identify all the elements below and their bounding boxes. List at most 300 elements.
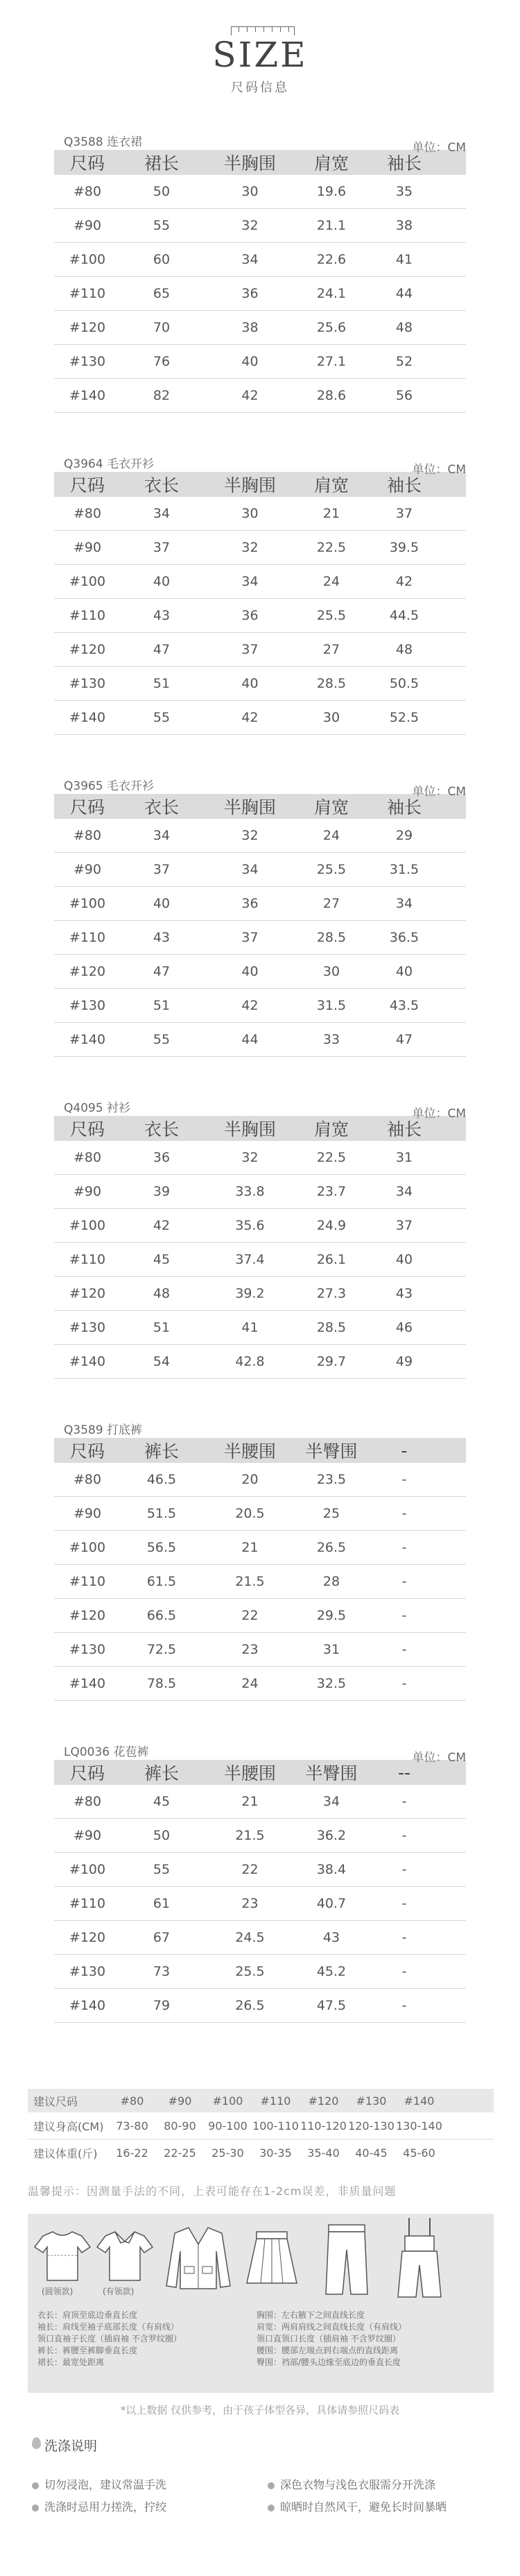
table-cell: 38 [395, 218, 413, 233]
table-cell: 79 [153, 1998, 171, 2013]
table-cell: 26.1 [316, 1252, 347, 1267]
wash-title: 洗涤说明 [44, 2439, 98, 2454]
table-row [54, 1565, 466, 1599]
table-row [54, 175, 466, 209]
table-cell: 34 [241, 574, 259, 589]
table-cell: 46 [395, 1320, 413, 1335]
table-cell: 41 [241, 1320, 259, 1335]
table-row [54, 1209, 466, 1243]
table-cell: 47.5 [316, 1998, 347, 2013]
size-guide-label: 建议体重(斤) [33, 2146, 98, 2160]
table-cell: #90 [73, 1506, 102, 1521]
size-guide-value: 35-40 [307, 2146, 340, 2160]
table-cell: 24 [241, 1676, 259, 1691]
column-header: 半胸围 [223, 797, 276, 817]
table-cell: #90 [73, 862, 102, 877]
table-cell: 22 [241, 1862, 259, 1877]
table-header-row [54, 150, 466, 175]
wash-item-text: 深色衣物与浅色衣服需分开洗涤 [280, 2478, 436, 2491]
table-row [54, 1785, 466, 1819]
table-cell: 35 [395, 184, 413, 199]
table-cell: #140 [69, 1676, 106, 1691]
column-header: 衣长 [144, 1119, 179, 1139]
table-cell: #110 [69, 286, 106, 301]
table-row [54, 1497, 466, 1531]
table-cell: 21.5 [235, 1574, 265, 1589]
table-cell: 24.1 [316, 286, 347, 301]
size-table [54, 130, 466, 413]
pleated-skirt-icon [244, 2228, 300, 2290]
size-guide-value: 30-35 [259, 2146, 292, 2160]
table-cell: 36 [241, 286, 259, 301]
table-row [54, 277, 466, 311]
table-cell: 23.5 [316, 1472, 347, 1487]
column-header: 尺码 [69, 797, 105, 817]
table-cell: 48 [395, 642, 413, 657]
table-cell: 40 [241, 964, 259, 979]
table-cell: #110 [69, 1574, 106, 1589]
table-cell: 23 [241, 1642, 259, 1657]
table-cell: 37 [153, 862, 171, 877]
table-cell: 24.9 [316, 1218, 347, 1233]
table-cell: 50.5 [389, 676, 419, 691]
table-cell: 41 [395, 252, 413, 267]
table-cell: 54 [153, 1354, 171, 1369]
table-cell: #110 [69, 930, 106, 945]
table-cell: 40.7 [316, 1896, 347, 1911]
definition-item: 领口直袖子长度（插肩袖 不含罗纹圈） [37, 2334, 182, 2344]
table-cell: #140 [69, 1354, 106, 1369]
table-cell: 24.5 [235, 1930, 265, 1945]
wash-item-text: 洗涤时忌用力搓洗，拧绞 [44, 2500, 167, 2514]
table-cell: 43 [153, 930, 171, 945]
table-cell: 25.5 [316, 862, 347, 877]
table-cell: 36.5 [389, 930, 419, 945]
table-cell: 25.5 [316, 608, 347, 623]
table-cell: 52.5 [389, 710, 419, 725]
table-cell: 23.7 [316, 1184, 347, 1199]
table-cell: #80 [73, 828, 102, 843]
table-cell: - [401, 1642, 407, 1657]
column-header: 尺码 [69, 1441, 105, 1461]
table-cell: 28.5 [316, 930, 347, 945]
table-cell: 67 [153, 1930, 171, 1945]
table-cell: 22.5 [316, 540, 347, 555]
table-head [54, 1096, 466, 1121]
table-cell: - [401, 1828, 407, 1843]
table-cell: #80 [73, 1472, 102, 1487]
product-name: Q3964 毛衣开衫 [64, 457, 155, 471]
table-cell: #110 [69, 608, 106, 623]
table-cell: 33.8 [235, 1184, 265, 1199]
table-cell: 30 [241, 506, 259, 521]
table-row [54, 1887, 466, 1921]
size-guide-value: 90-100 [208, 2119, 248, 2133]
definition-item: 衣长：肩顶至底边垂直长度 [37, 2310, 138, 2320]
table-cell: #100 [69, 252, 106, 267]
size-guide-value: #140 [404, 2094, 435, 2108]
column-header: 半臀围 [305, 1763, 358, 1783]
size-guide-value: 130-140 [396, 2119, 442, 2133]
table-cell: 31 [395, 1150, 413, 1165]
table-header-row [54, 1760, 466, 1785]
table-cell: 34 [395, 896, 413, 911]
unit-label: 单位：CM [412, 785, 466, 799]
table-cell: 34 [322, 1794, 340, 1809]
column-header: 肩宽 [313, 1119, 349, 1139]
table-row [54, 497, 466, 531]
table-row [54, 1141, 466, 1175]
wash-item-text: 切勿浸泡，建议常温手洗 [44, 2478, 167, 2491]
table-cell: 26.5 [235, 1998, 265, 2013]
table-row [54, 989, 466, 1023]
water-drop-icon [32, 2437, 41, 2449]
table-cell: 60 [153, 252, 171, 267]
table-cell: 21.5 [235, 1828, 265, 1843]
table-row [54, 1633, 466, 1667]
table-cell: 43.5 [389, 998, 419, 1013]
table-cell: 28 [322, 1574, 340, 1589]
size-guide-value: 80-90 [164, 2119, 196, 2133]
table-cell: 78.5 [146, 1676, 177, 1691]
size-guide-value: 45-60 [403, 2146, 435, 2160]
table-cell: #80 [73, 1794, 102, 1809]
definition-item: 腰围：腰部左端点到右端点的直线距离 [257, 2346, 399, 2355]
table-cell: 66.5 [146, 1608, 177, 1623]
table-header-row [54, 794, 466, 819]
table-cell: 40 [153, 896, 171, 911]
definitions-left [37, 2310, 182, 2369]
jacket-icon [164, 2223, 233, 2293]
table-cell: 37 [241, 930, 259, 945]
table-cell: 51 [153, 998, 171, 1013]
table-row [54, 1277, 466, 1311]
table-cell: #120 [69, 1608, 106, 1623]
table-cell: 20.5 [235, 1506, 265, 1521]
wash-item-text: 晾晒时自然风干，避免长时间暴晒 [280, 2500, 447, 2514]
size-guide-value: 73-80 [116, 2119, 148, 2133]
table-cell: 37 [395, 1218, 413, 1233]
definition-item: 裤长：裤腰至裤脚垂直长度 [37, 2346, 138, 2355]
column-header: 裤长 [144, 1441, 179, 1461]
definition-item: 袖长：肩线至袖子底部长度（有肩线） [37, 2322, 180, 2332]
table-cell: 32 [241, 540, 259, 555]
table-cell: 39.5 [389, 540, 419, 555]
table-cell: 27 [322, 896, 340, 911]
table-cell: 32 [241, 828, 259, 843]
table-cell: 23 [241, 1896, 259, 1911]
table-cell: 31 [322, 1642, 340, 1657]
size-guide-value: #80 [120, 2094, 144, 2108]
table-cell: 40 [241, 354, 259, 369]
table-cell: 32 [241, 1150, 259, 1165]
table-row [54, 853, 466, 887]
table-cell: 47 [395, 1032, 413, 1047]
table-cell: #140 [69, 388, 106, 403]
column-header: 尺码 [69, 153, 105, 173]
table-cell: 45 [153, 1794, 171, 1809]
wash-item [32, 2476, 166, 2492]
table-cell: 55 [153, 710, 171, 725]
size-guide-row [28, 2139, 494, 2166]
collar-label: (有领款) [103, 2287, 135, 2296]
table-cell: #90 [73, 1828, 102, 1843]
table-cell: 27.1 [316, 354, 347, 369]
table-cell: 48 [153, 1286, 171, 1301]
table-row [54, 633, 466, 667]
table-cell: #120 [69, 320, 106, 335]
table-cell: #130 [69, 1964, 106, 1979]
table-cell: 22.5 [316, 1150, 347, 1165]
table-cell: #110 [69, 1252, 106, 1267]
size-guide-table [28, 2089, 494, 2166]
table-cell: 40 [241, 676, 259, 691]
table-row [54, 1667, 466, 1701]
table-cell: 30 [322, 964, 340, 979]
table-row [54, 1531, 466, 1565]
column-header: 半腰围 [223, 1441, 276, 1461]
table-row [54, 1955, 466, 1989]
table-cell: 35.6 [235, 1218, 265, 1233]
size-guide-row [28, 2112, 494, 2139]
table-cell: #90 [73, 218, 102, 233]
table-cell: 65 [153, 286, 171, 301]
table-cell: - [401, 1964, 407, 1979]
table-cell: #100 [69, 574, 106, 589]
table-cell: - [401, 1794, 407, 1809]
table-cell: 36.2 [316, 1828, 347, 1843]
column-header: 半胸围 [223, 153, 276, 173]
table-cell: 42 [241, 388, 259, 403]
size-guide-label: 建议身高(CM) [33, 2119, 104, 2133]
table-row [54, 701, 466, 735]
table-cell: 56.5 [146, 1540, 177, 1555]
table-cell: #100 [69, 1540, 106, 1555]
table-cell: 50 [153, 184, 171, 199]
unit-label: 单位：CM [412, 1751, 466, 1765]
table-cell: 43 [322, 1930, 340, 1945]
table-row [54, 1243, 466, 1277]
table-cell: 39 [153, 1184, 171, 1199]
round-neck-tshirt-icon [33, 2228, 92, 2283]
table-cell: - [401, 1472, 407, 1487]
table-cell: 76 [153, 354, 171, 369]
product-name: Q4095 衬衫 [64, 1101, 131, 1115]
table-cell: #120 [69, 964, 106, 979]
size-title: SIZE [212, 35, 308, 75]
table-cell: 55 [153, 1032, 171, 1047]
table-cell: 55 [153, 218, 171, 233]
table-cell: - [401, 1896, 407, 1911]
table-header-row [54, 1116, 466, 1141]
table-cell: #100 [69, 1862, 106, 1877]
definition-item: 肩宽：两肩肩线之间直线长度（有肩线） [257, 2322, 407, 2332]
table-cell: #100 [69, 1218, 106, 1233]
table-row [54, 1853, 466, 1887]
table-cell: - [401, 1506, 407, 1521]
table-cell: 46.5 [146, 1472, 177, 1487]
table-cell: 32.5 [316, 1676, 347, 1691]
size-guide-label: 建议尺码 [33, 2094, 78, 2108]
table-cell: 29.5 [316, 1608, 347, 1623]
table-cell: 70 [153, 320, 171, 335]
table-row [54, 243, 466, 277]
table-cell: 40 [153, 574, 171, 589]
size-guide-value: 25-30 [211, 2146, 244, 2160]
table-cell: 73 [153, 1964, 171, 1979]
table-row [54, 1989, 466, 2023]
table-cell: 32 [241, 218, 259, 233]
size-guide-value: #120 [308, 2094, 339, 2108]
table-cell: 38 [241, 320, 259, 335]
column-header: 尺码 [69, 1763, 105, 1783]
table-cell: 37 [395, 506, 413, 521]
table-cell: 61 [153, 1896, 171, 1911]
definition-item: 领口直领口长度（插肩袖 不含罗纹圈） [257, 2334, 401, 2344]
table-cell: 34 [241, 252, 259, 267]
table-cell: 29.7 [316, 1354, 347, 1369]
table-row [54, 1921, 466, 1955]
table-cell: 44.5 [389, 608, 419, 623]
measurement-diagram [28, 2214, 494, 2393]
column-header: 衣长 [144, 797, 179, 817]
table-row [54, 209, 466, 243]
product-name: Q3589 打底裤 [64, 1423, 143, 1437]
trousers-icon [319, 2222, 374, 2298]
table-cell: 36 [153, 1150, 171, 1165]
table-cell: 20 [241, 1472, 259, 1487]
column-header: 半腰围 [223, 1763, 276, 1783]
table-cell: 21 [322, 506, 340, 521]
table-row [54, 1819, 466, 1853]
table-cell: #80 [73, 506, 102, 521]
table-cell: 21 [241, 1794, 259, 1809]
table-cell: 28.5 [316, 1320, 347, 1335]
table-cell: #90 [73, 1184, 102, 1199]
table-cell: 37.4 [235, 1252, 265, 1267]
table-cell: 42 [241, 710, 259, 725]
size-guide-value: 100-110 [252, 2119, 299, 2133]
table-cell: 51.5 [146, 1506, 177, 1521]
table-row [54, 667, 466, 701]
column-header: 裙长 [144, 153, 179, 173]
table-cell: #130 [69, 676, 106, 691]
table-row [54, 531, 466, 565]
table-cell: 52 [395, 354, 413, 369]
product-name: Q3588 连衣裙 [64, 135, 143, 149]
table-cell: - [401, 1998, 407, 2013]
table-cell: 31.5 [316, 998, 347, 1013]
table-row [54, 599, 466, 633]
table-row [54, 955, 466, 989]
table-cell: 42 [153, 1218, 171, 1233]
table-cell: 25 [322, 1506, 340, 1521]
table-cell: 37 [241, 642, 259, 657]
table-cell: 38.4 [316, 1862, 347, 1877]
size-table [54, 1740, 466, 2023]
table-cell: 36 [241, 896, 259, 911]
table-cell: #90 [73, 540, 102, 555]
table-cell: #120 [69, 1286, 106, 1301]
page-header [0, 0, 520, 118]
definition-item: 胸围：左右腋下之间直线长度 [257, 2310, 365, 2320]
product-name: Q3965 毛衣开衫 [64, 779, 155, 793]
size-guide-value: 22-25 [164, 2146, 196, 2160]
size-guide-value: #90 [168, 2094, 192, 2108]
column-header: 尺码 [69, 475, 105, 495]
table-cell: 43 [153, 608, 171, 623]
table-cell: #130 [69, 998, 106, 1013]
column-header: 袖长 [386, 475, 422, 495]
table-cell: 51 [153, 1320, 171, 1335]
table-row [54, 1599, 466, 1633]
table-row [54, 565, 466, 599]
table-cell: 34 [241, 862, 259, 877]
definitions-right [257, 2310, 406, 2369]
table-cell: 21.1 [316, 218, 347, 233]
table-cell: 34 [395, 1184, 413, 1199]
table-row [54, 1311, 466, 1345]
column-header: 衣长 [144, 475, 179, 495]
measurement-note: 温馨提示：因测量手法的不同，上表可能存在1-2cm误差，非质量问题 [28, 2185, 397, 2198]
size-guide-value: 40-45 [355, 2146, 388, 2160]
table-cell: 39.2 [235, 1286, 265, 1301]
table-cell: 34 [153, 828, 171, 843]
table-cell: #80 [73, 1150, 102, 1165]
table-row [54, 819, 466, 853]
table-cell: - [401, 1676, 407, 1691]
wash-item [268, 2498, 447, 2514]
size-table [54, 1096, 466, 1379]
definition-item: 裙长：最宽处距离 [37, 2357, 105, 2367]
table-cell: 42 [395, 574, 413, 589]
column-header: - [401, 1440, 408, 1461]
disclaimer-note: *以上数据 仅供参考，由于孩子体型各异，具体请参照尺码表 [120, 2404, 400, 2416]
table-cell: 44 [241, 1032, 259, 1047]
table-cell: 56 [395, 388, 413, 403]
table-cell: 28.5 [316, 676, 347, 691]
table-cell: 22.6 [316, 252, 347, 267]
table-cell: #120 [69, 642, 106, 657]
table-cell: 55 [153, 1862, 171, 1877]
table-head [54, 1418, 466, 1438]
column-header: 尺码 [69, 1119, 105, 1139]
column-header: 袖长 [386, 1119, 422, 1139]
size-subtitle: 尺码信息 [231, 80, 289, 95]
table-cell: 22 [241, 1608, 259, 1623]
size-table [54, 774, 466, 1057]
table-row [54, 1345, 466, 1379]
table-cell: 29 [395, 828, 413, 843]
size-guide-value: 110-120 [300, 2119, 347, 2133]
wash-item [268, 2476, 435, 2492]
table-cell: 24 [322, 574, 340, 589]
table-cell: 42.8 [235, 1354, 265, 1369]
column-header: 袖长 [386, 797, 422, 817]
table-cell: 30 [322, 710, 340, 725]
table-cell: 50 [153, 1828, 171, 1843]
table-cell: - [401, 1930, 407, 1945]
wash-item [32, 2498, 166, 2514]
table-cell: 40 [395, 964, 413, 979]
table-cell: #100 [69, 896, 106, 911]
table-cell: 25.5 [235, 1964, 265, 1979]
unit-label: 单位：CM [412, 141, 466, 155]
table-cell: #140 [69, 710, 106, 725]
table-cell: 28.6 [316, 388, 347, 403]
column-header: 肩宽 [313, 797, 349, 817]
table-cell: 43 [395, 1286, 413, 1301]
